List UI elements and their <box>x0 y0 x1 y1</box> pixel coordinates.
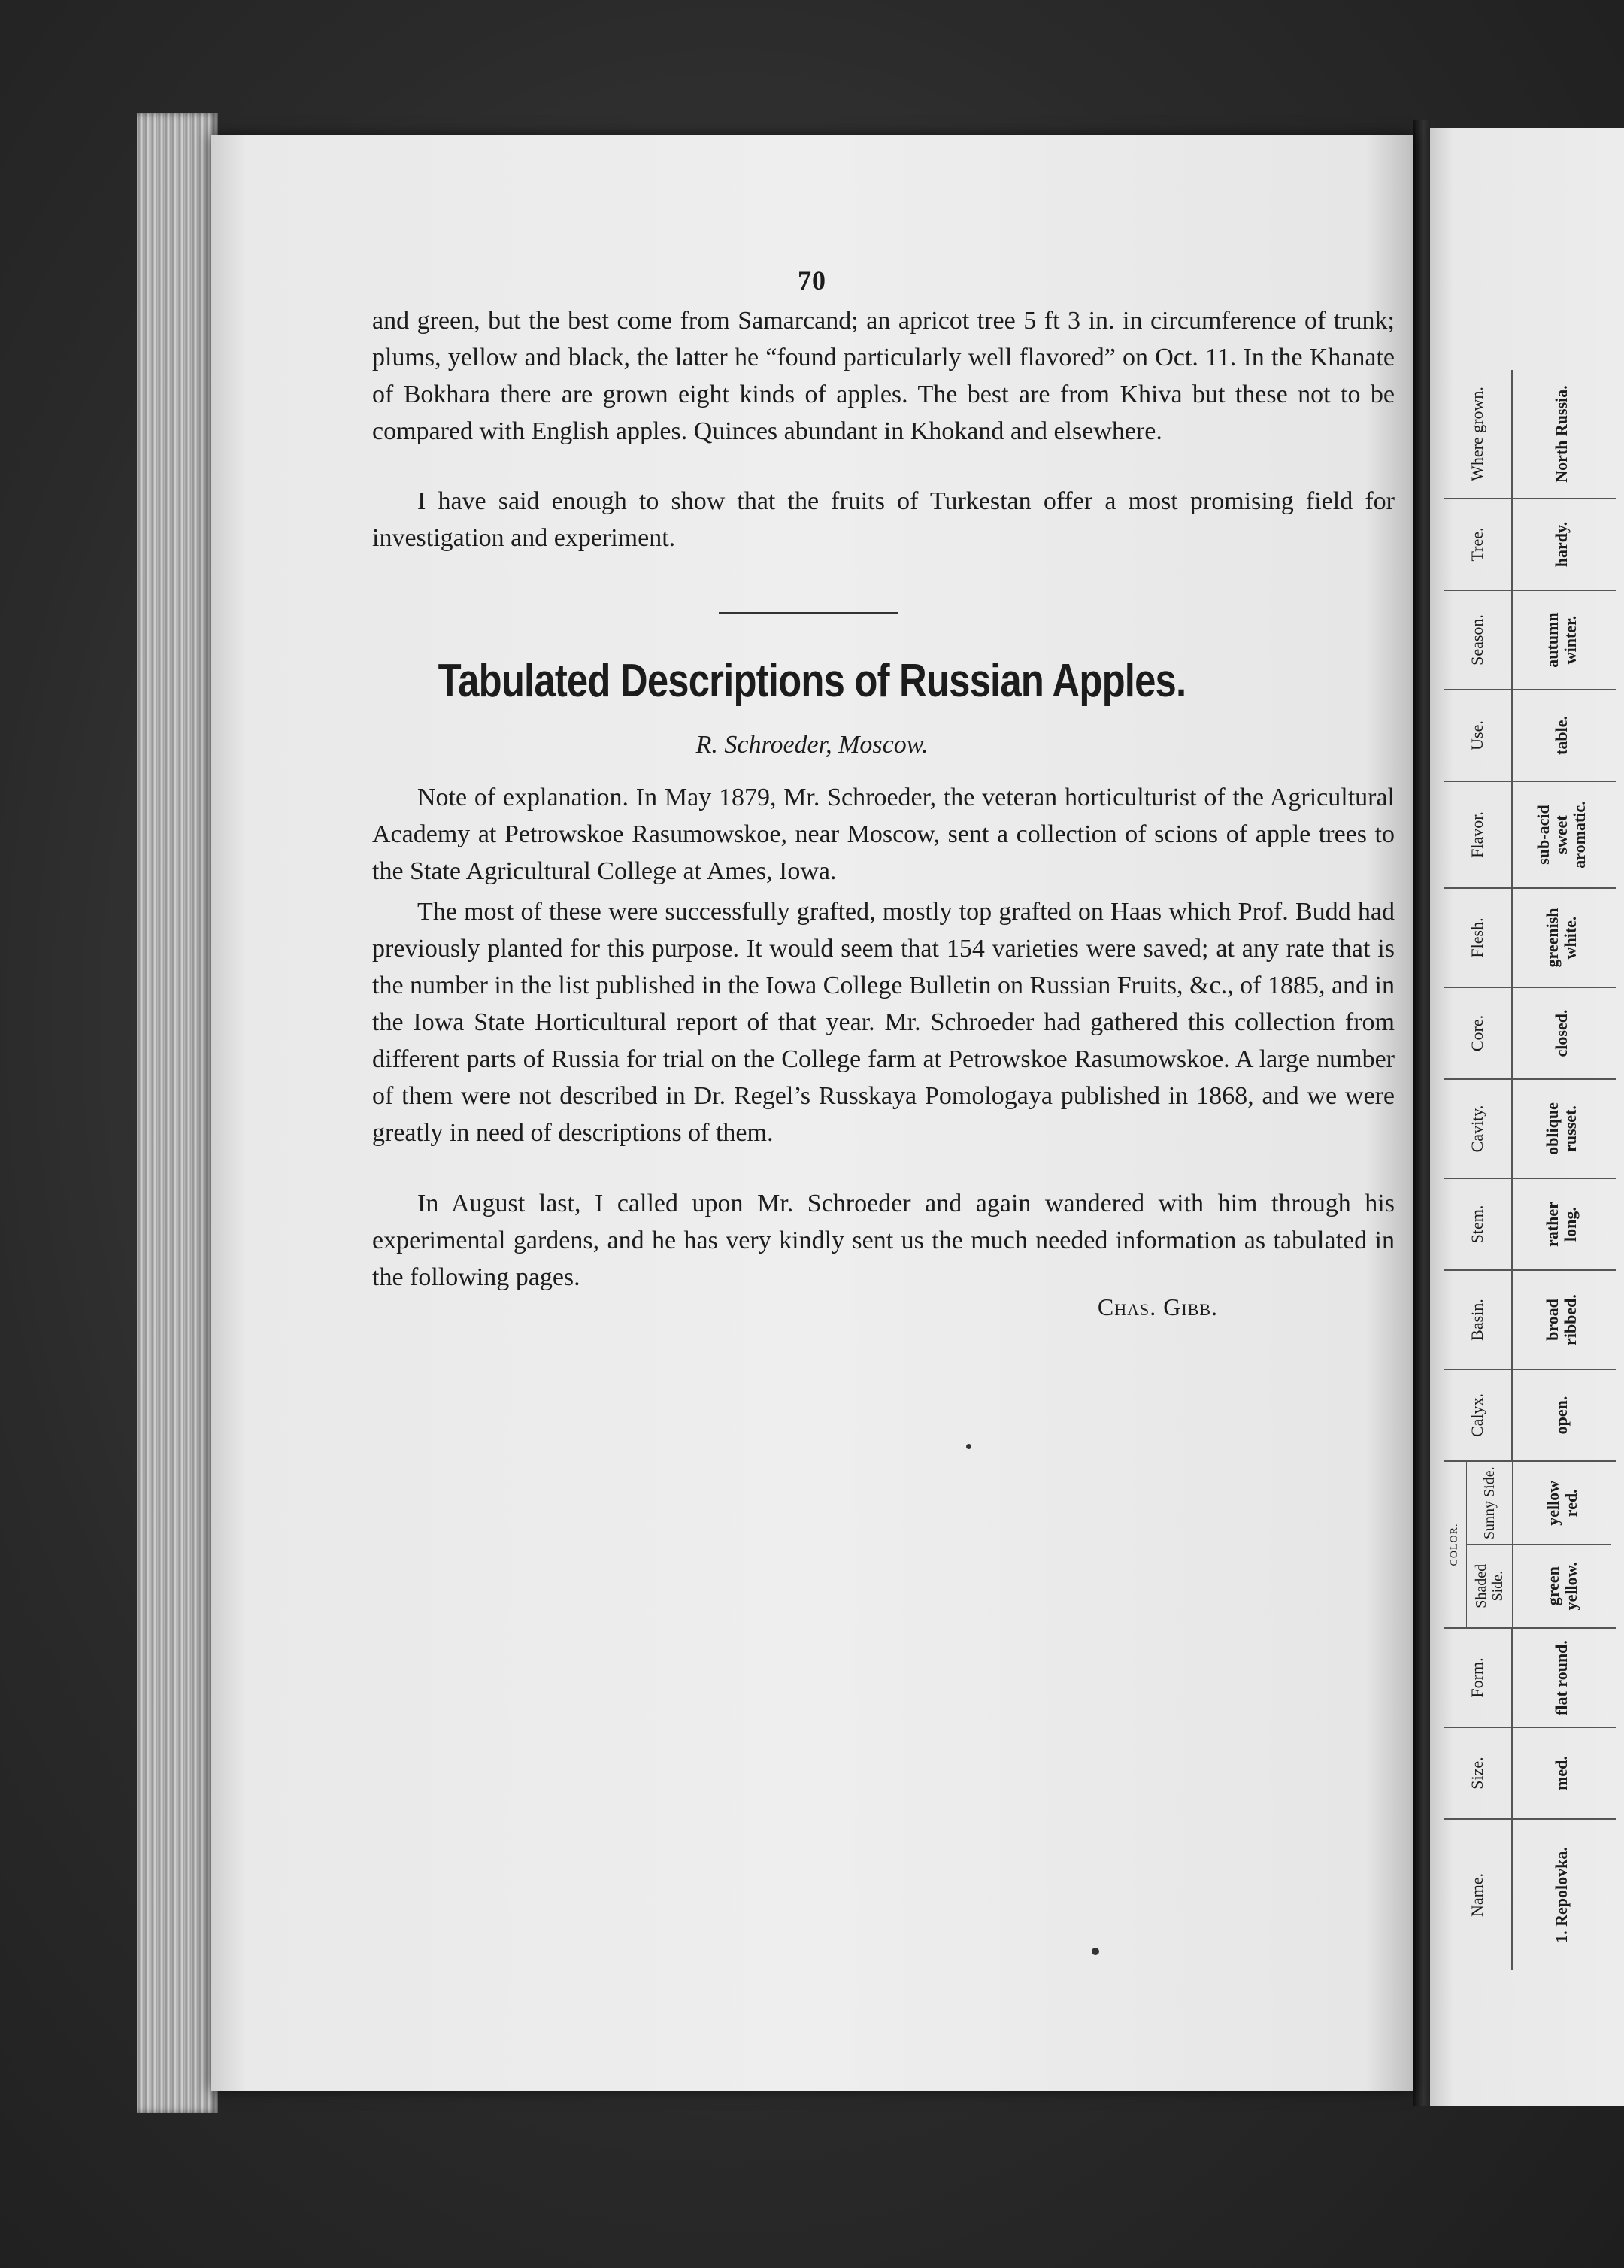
table-column-core: Core. closed. <box>1444 987 1616 1078</box>
table-column-calyx: Calyx. open. <box>1444 1369 1616 1460</box>
table-column-flavor: Flavor. sub-acid sweet aromatic. <box>1444 781 1616 887</box>
table-column-where-grown: Where grown. North Russia. <box>1444 370 1616 498</box>
paragraph-note-of-explanation: Note of explanation. In May 1879, Mr. Schroeder, the veteran horticulturist of the Agricultural Academy at Petrowskoe Rasumowskoe, near Moscow, sent a collection of scions of apple trees to the State Agricultural College at Ames, Iowa. <box>372 784 1395 885</box>
left-page <box>211 135 1413 2091</box>
table-column-form: Form. flat round. <box>1444 1627 1616 1727</box>
table-column-flesh: Flesh. greenish white. <box>1444 887 1616 987</box>
rotated-apple-table <box>1444 165 1616 1970</box>
article-author: R. Schroeder, Moscow. <box>695 731 929 759</box>
table-column-use: Use. table. <box>1444 689 1616 781</box>
paragraph-conclusion: I have said enough to show that the fruits of Turkestan offer a most promising field for investigation and experiment. <box>372 487 1395 552</box>
signature: Chas. Gibb. <box>1097 1293 1218 1320</box>
book-gutter <box>1413 120 1430 2106</box>
table-column-size: Size. med. <box>1444 1727 1616 1818</box>
paragraph-turkestan-fruits: and green, but the best come from Samarcand; an apricot tree 5 ft 3 in. in circumference of trunk; plums, yellow and black, the latter he “found particularly well flavored” on Oct. 11. In the Khanate of Bokhara there are grown eight kinds of apples. The best are from Khiva but these not to be compared with English apples. Quinces abundant in Khokand and elsewhere. <box>372 307 1395 445</box>
section-divider <box>719 612 898 614</box>
table-column-shaded-side: Shaded Side. green yellow. <box>1467 1545 1611 1628</box>
table-column-tree: Tree. hardy. <box>1444 498 1616 590</box>
table-column-name: Name. 1. Repolovka. <box>1444 1818 1616 1970</box>
table-column-basin: Basin. broad ribbed. <box>1444 1269 1616 1369</box>
table-column-sunny-side: Sunny Side. yellow red. <box>1467 1462 1611 1545</box>
article-title: Tabulated Descriptions of Russian Apples. <box>438 655 1186 707</box>
page-number: 70 <box>798 265 826 296</box>
print-speck <box>1092 1948 1099 1955</box>
book-page-edges <box>137 113 218 2113</box>
table-column-group-color: COLOR. Shaded Side. green yellow. Sunny Side. yellow red. <box>1444 1460 1616 1627</box>
table-column-cavity: Cavity. oblique russet. <box>1444 1078 1616 1178</box>
table-column-stem: Stem. rather long. <box>1444 1178 1616 1269</box>
print-speck <box>966 1444 971 1449</box>
paragraph-grafting: The most of these were successfully grafted, mostly top grafted on Haas which Prof. Budd had previously planted for this purpose. It would seem that 154 varieties were saved; at any rate that is the number in the list published in the Iowa College Bulletin on Russian Fruits, &c., of 1885, and in the Iowa State Horticultural report of that year. Mr. Schroeder had gathered this collection from different parts of Russia for trial on the College farm at Petrowskoe Rasumowskoe. A large number of them were not described in Dr. Regel’s Russkaya Pomologaya published in 1868, and we were greatly in need of descriptions of them. <box>372 898 1395 1147</box>
paragraph-august-visit: In August last, I called upon Mr. Schroeder and again wandered with him through his experimental gardens, and he has very kindly sent us the much needed information as tabulated in the following pages. <box>372 1190 1395 1291</box>
table-column-season: Season. autumn winter. <box>1444 590 1616 689</box>
